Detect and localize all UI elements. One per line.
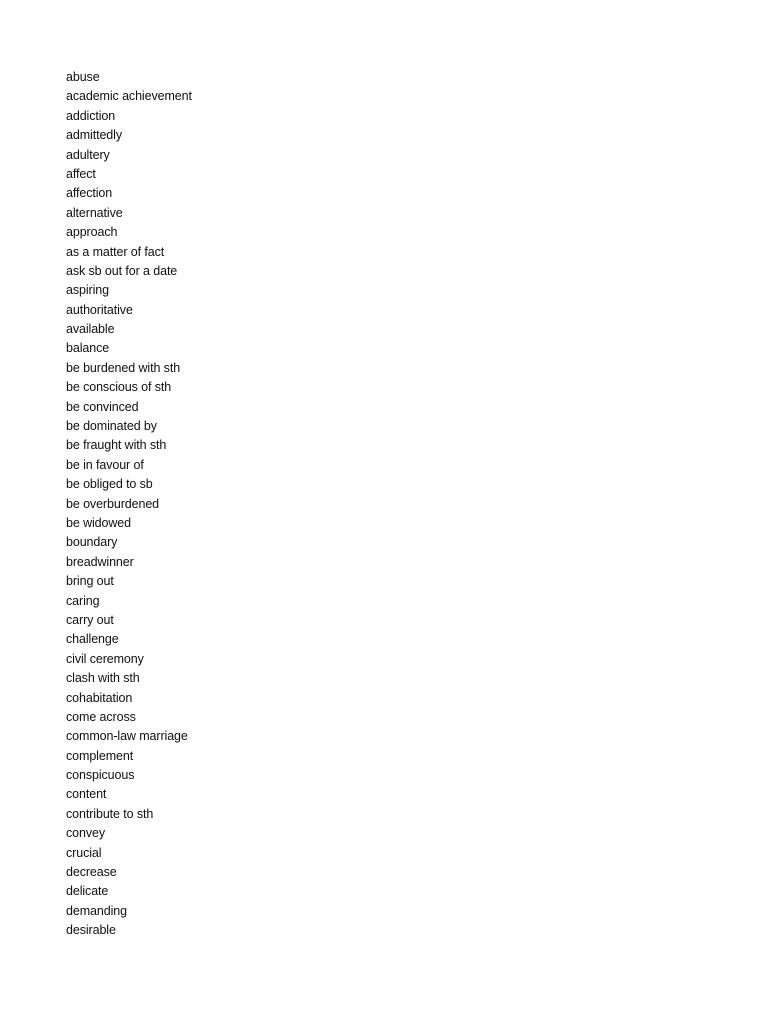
vocabulary-item: authoritative [66,302,133,317]
vocabulary-item: addiction [66,108,116,123]
vocabulary-item: civil ceremony [66,651,144,666]
vocabulary-item: convey [66,826,106,841]
vocabulary-item: conspicuous [66,768,135,783]
vocabulary-item: carry out [66,612,114,627]
vocabulary-item: aspiring [66,283,109,298]
vocabulary-item: approach [66,225,118,240]
vocabulary-item: available [66,322,115,337]
vocabulary-item: come across [66,709,136,724]
vocabulary-list [66,68,192,941]
vocabulary-item: be in favour of [66,457,144,472]
vocabulary-item: breadwinner [66,554,134,569]
vocabulary-item: academic achievement [66,89,192,104]
vocabulary-item: bring out [66,574,114,589]
vocabulary-item: decrease [66,865,117,880]
vocabulary-item: clash with sth [66,671,140,686]
vocabulary-item: ask sb out for a date [66,263,178,278]
vocabulary-item: boundary [66,535,118,550]
vocabulary-item: abuse [66,70,100,84]
vocabulary-item: delicate [66,884,109,899]
vocabulary-item: balance [66,341,110,356]
vocabulary-item: desirable [66,923,116,938]
vocabulary-item: be obliged to sb [66,477,153,492]
vocabulary-item: admittedly [66,128,122,143]
vocabulary-item: content [66,787,107,802]
vocabulary-item: contribute to sth [66,806,154,821]
vocabulary-item: affection [66,186,113,201]
vocabulary-item: as a matter of fact [66,244,165,259]
vocabulary-item: be overburdened [66,496,160,511]
vocabulary-item: affect [66,166,96,181]
vocabulary-item: be widowed [66,515,132,530]
vocabulary-item: alternative [66,205,123,220]
vocabulary-item: be fraught with sth [66,438,167,453]
vocabulary-item: common-law marriage [66,729,188,744]
vocabulary-item: adultery [66,147,110,162]
vocabulary-item: be burdened with sth [66,360,181,375]
vocabulary-item: challenge [66,632,119,647]
vocabulary-item: be dominated by [66,419,157,434]
vocabulary-item: be conscious of sth [66,380,172,395]
vocabulary-item: caring [66,593,100,608]
vocabulary-item: be convinced [66,399,139,414]
vocabulary-item: cohabitation [66,690,133,705]
vocabulary-item: complement [66,748,134,763]
vocabulary-item: crucial [66,845,102,860]
vocabulary-item: demanding [66,903,127,918]
